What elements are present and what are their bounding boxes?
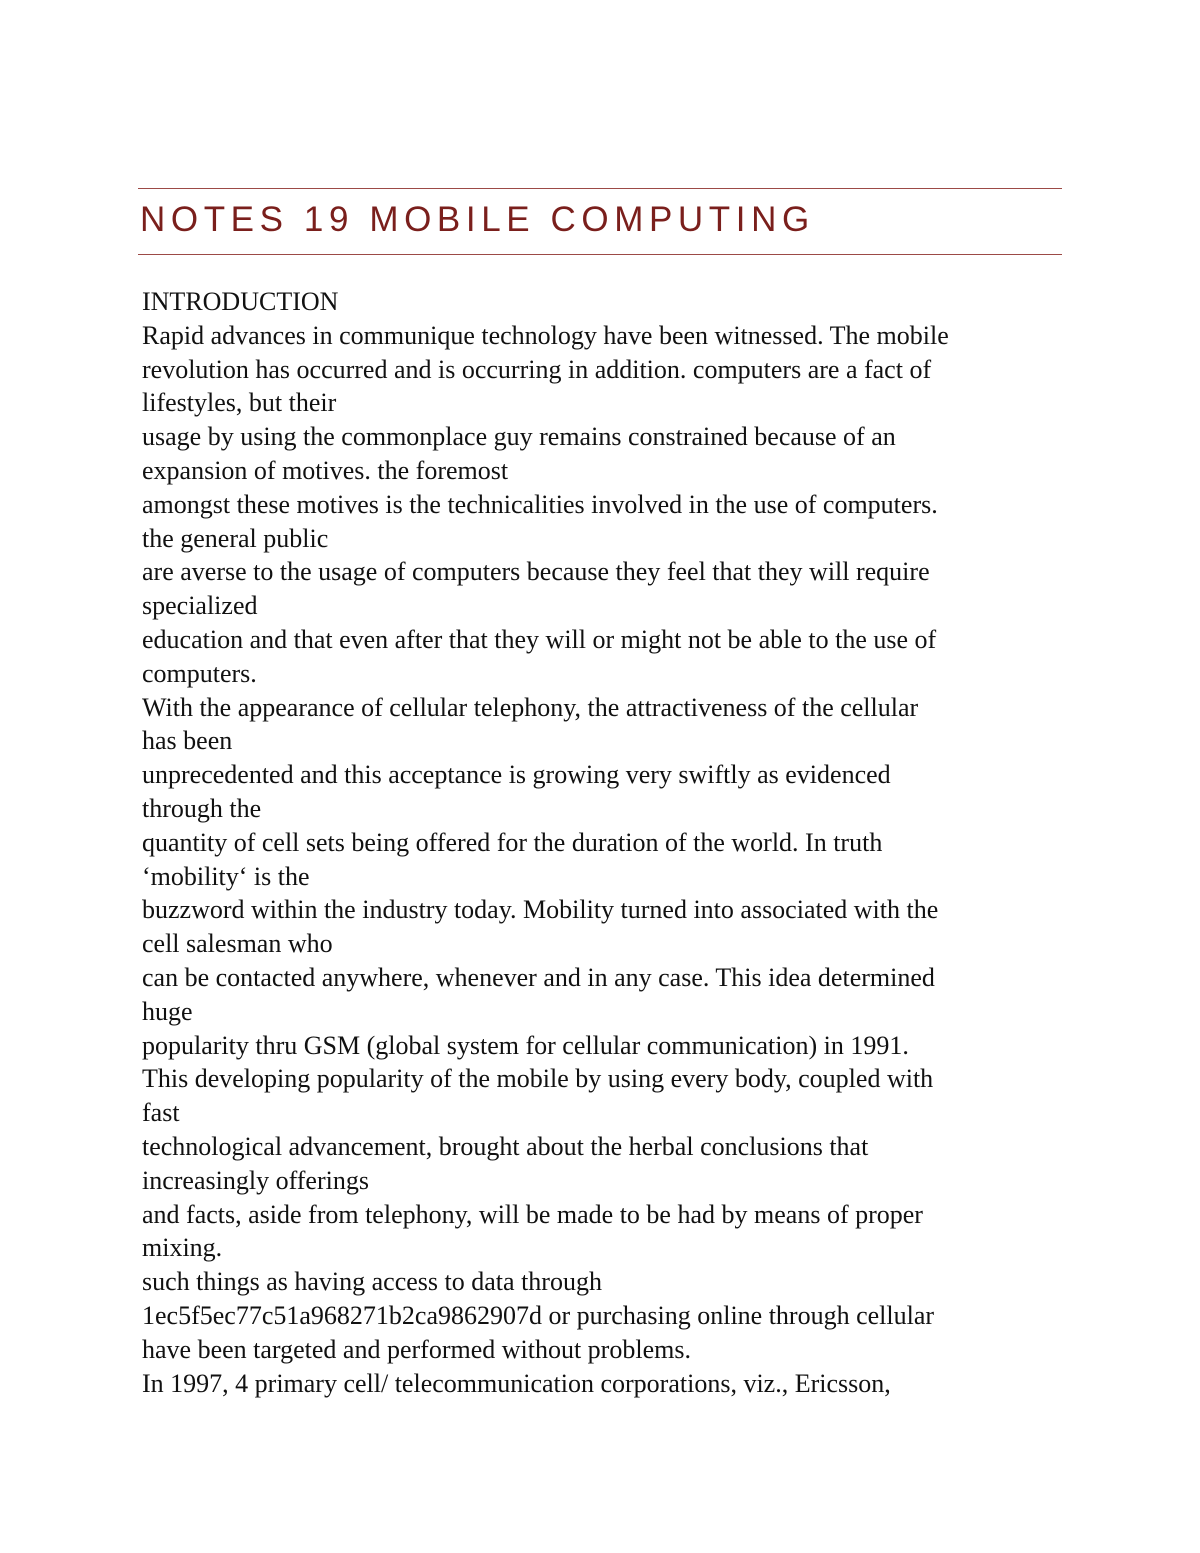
page-title: NOTES 19 MOBILE COMPUTING xyxy=(140,200,815,239)
text-line: can be contacted anywhere, whenever and in any case. This idea determined xyxy=(142,962,935,992)
text-line: mixing. xyxy=(142,1233,223,1263)
document-body xyxy=(142,285,1072,1400)
text-line: unprecedented and this acceptance is growing very swiftly as evidenced xyxy=(142,760,891,790)
text-line: the general public xyxy=(142,523,329,553)
text-line: lifestyles, but their xyxy=(142,388,337,418)
text-line: increasingly offerings xyxy=(142,1165,369,1195)
text-line: ‘mobility‘ is the xyxy=(142,861,310,891)
text-line: With the appearance of cellular telephony, the attractiveness of the cellular xyxy=(142,692,919,722)
text-line: buzzword within the industry today. Mobility turned into associated with the xyxy=(142,895,939,925)
text-line: quantity of cell sets being offered for the duration of the world. In truth xyxy=(142,827,883,857)
text-line: 1ec5f5ec77c51a968271b2ca9862907d or purchasing online through cellular xyxy=(142,1300,935,1330)
section-heading: INTRODUCTION xyxy=(142,287,339,316)
text-line: usage by using the commonplace guy remains constrained because of an xyxy=(142,422,896,452)
text-line: such things as having access to data through xyxy=(142,1267,602,1297)
title-rule-top xyxy=(138,188,1062,189)
text-line: are averse to the usage of computers because they feel that they will require xyxy=(142,557,930,587)
text-line: This developing popularity of the mobile by using every body, coupled with xyxy=(142,1064,934,1094)
text-line: education and that even after that they will or might not be able to the use of xyxy=(142,624,937,654)
text-line: Rapid advances in communique technology have been witnessed. The mobile xyxy=(142,320,949,350)
text-line: specialized xyxy=(142,591,258,621)
text-line: have been targeted and performed without problems. xyxy=(142,1334,691,1364)
text-line: technological advancement, brought about the herbal conclusions that xyxy=(142,1131,869,1161)
text-line: through the xyxy=(142,793,262,823)
text-line: In 1997, 4 primary cell/ telecommunication corporations, viz., Ericsson, xyxy=(142,1368,891,1398)
text-line: fast xyxy=(142,1098,180,1128)
text-line: amongst these motives is the technicalities involved in the use of computers. xyxy=(142,489,938,519)
text-line: computers. xyxy=(142,658,257,688)
text-line: huge xyxy=(142,996,193,1026)
text-line: and facts, aside from telephony, will be made to be had by means of proper xyxy=(142,1199,923,1229)
title-rule-bottom xyxy=(138,254,1062,255)
text-line: cell salesman who xyxy=(142,929,333,959)
text-line: popularity thru GSM (global system for cellular communication) in 1991. xyxy=(142,1030,909,1060)
text-line: expansion of motives. the foremost xyxy=(142,455,509,485)
text-line: revolution has occurred and is occurring in addition. computers are a fact of xyxy=(142,354,932,384)
text-line: has been xyxy=(142,726,233,756)
